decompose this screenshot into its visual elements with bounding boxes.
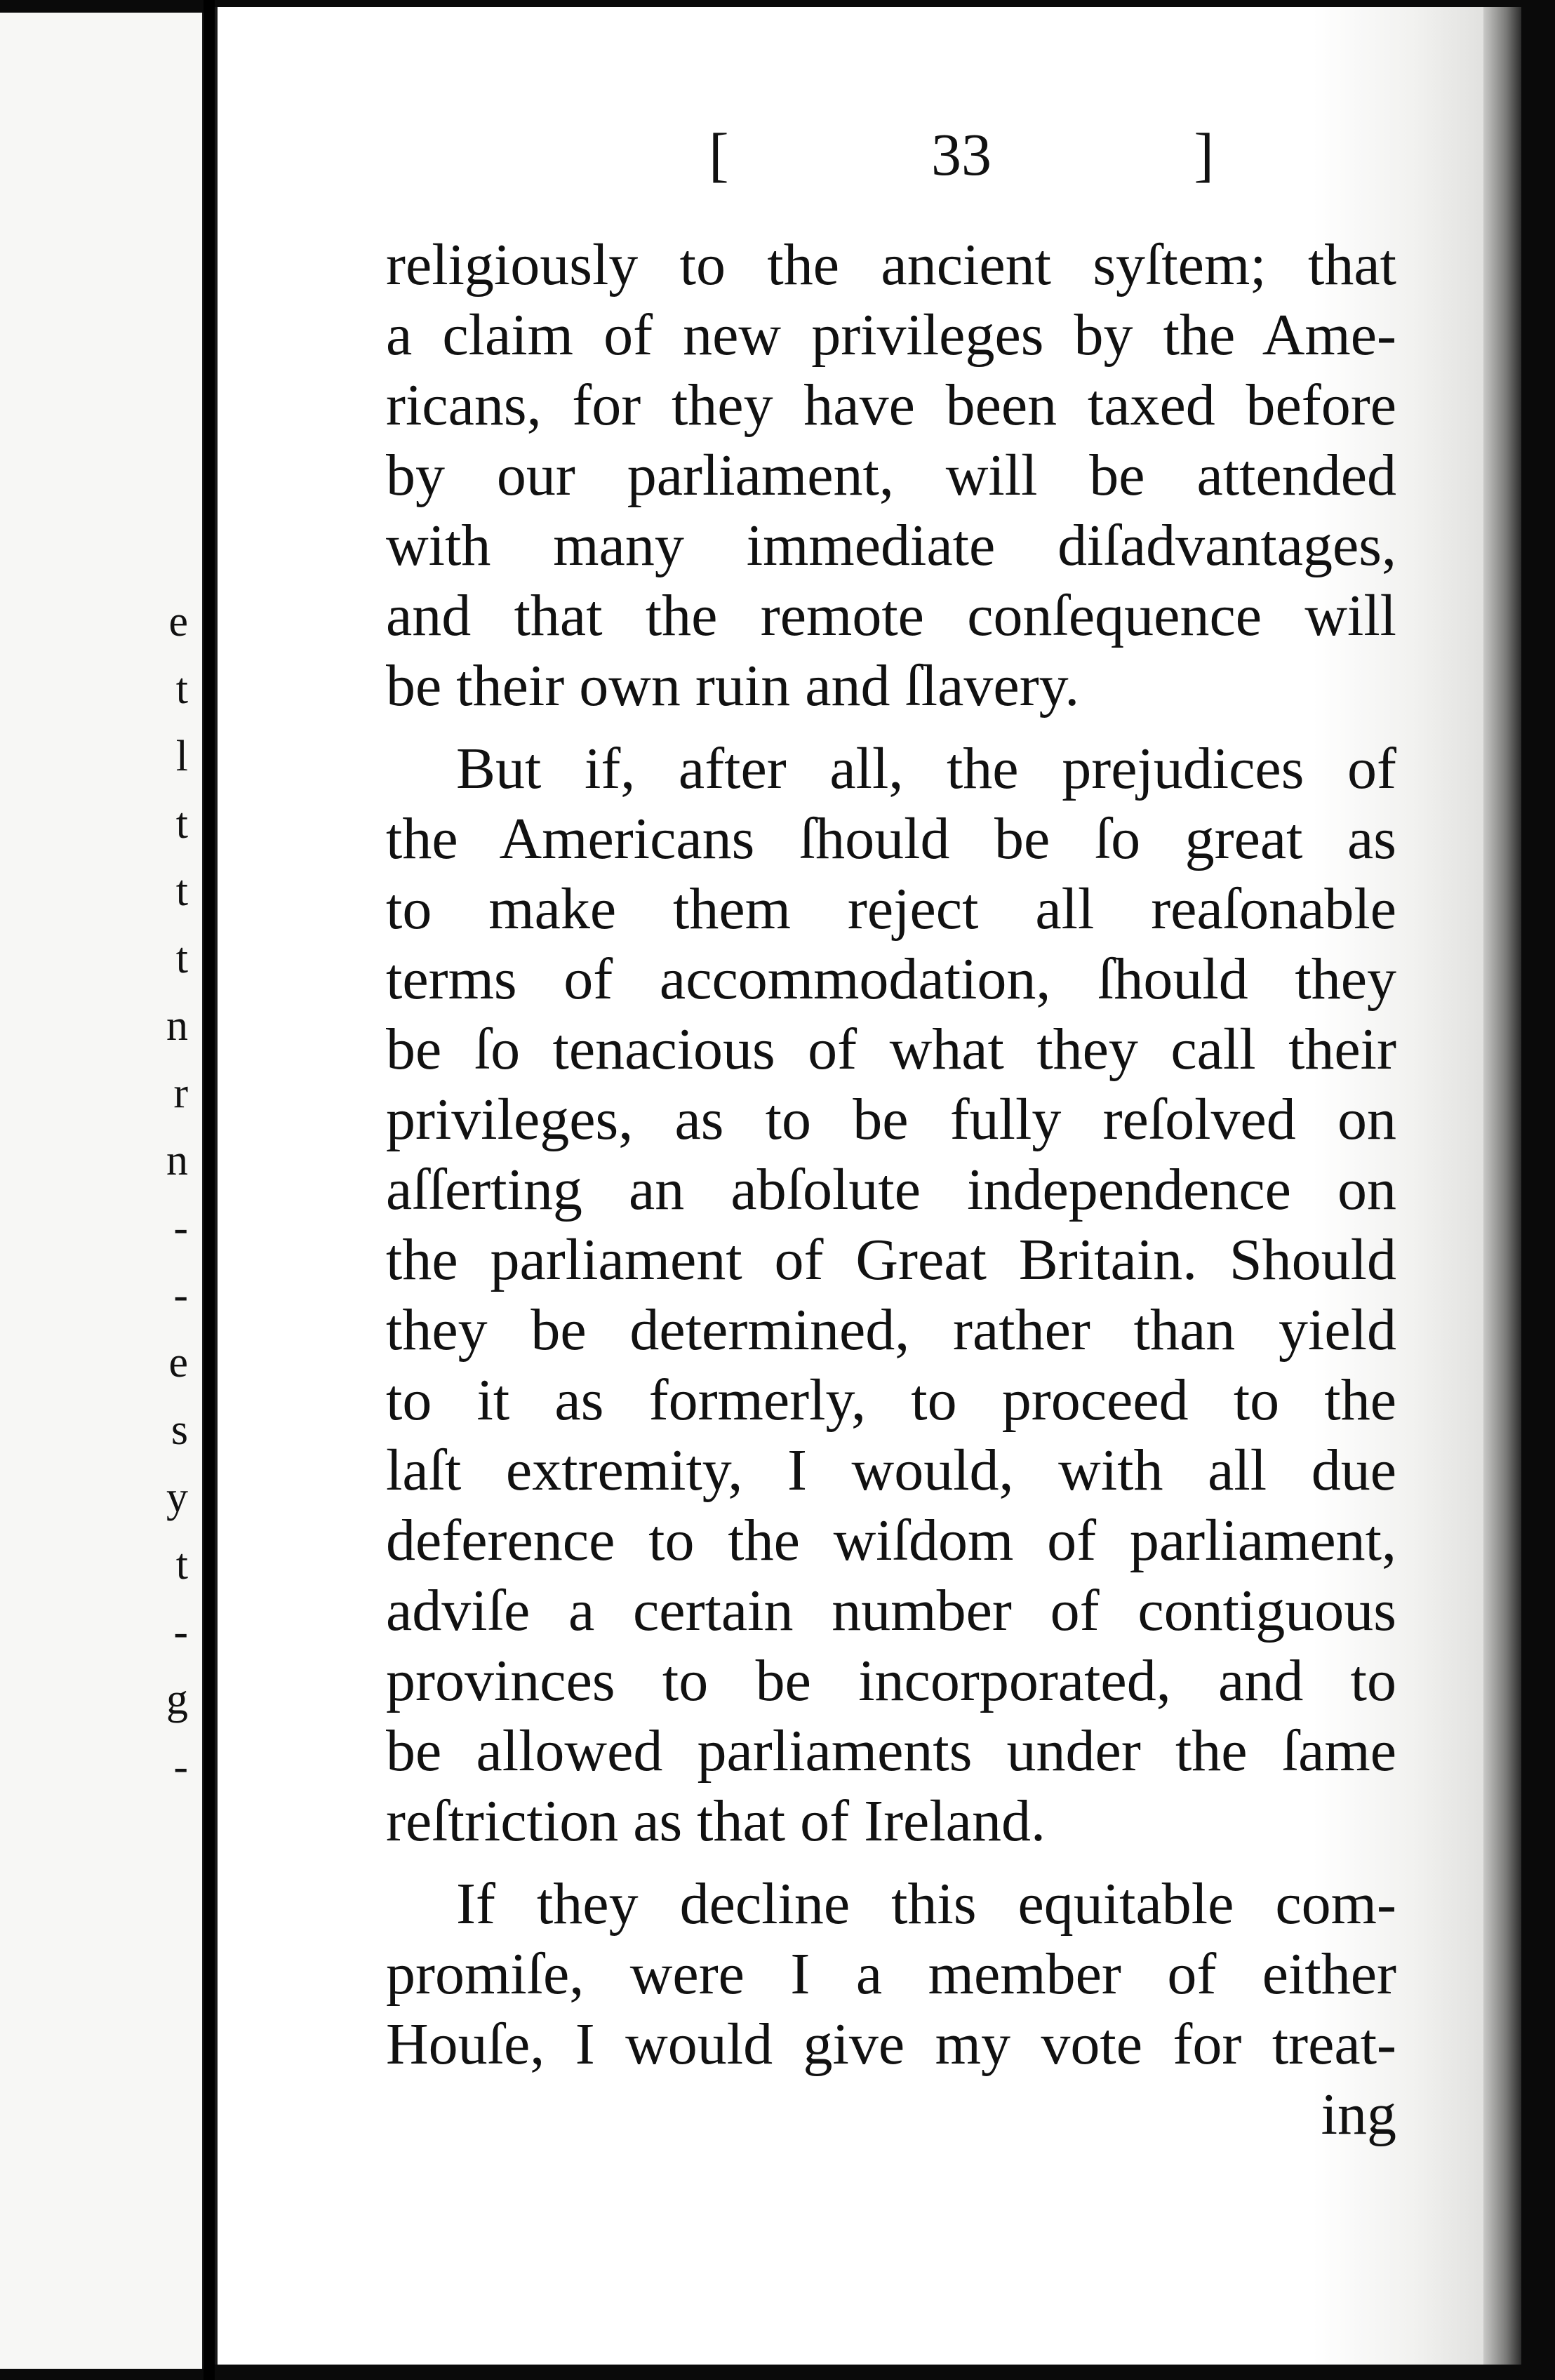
bracket-close: ] — [1194, 121, 1214, 188]
paragraph-3 — [386, 1869, 1396, 2080]
text-line: to it as formerly, to proceed to the — [386, 1368, 1396, 1433]
left-fragment: g — [166, 1676, 188, 1723]
left-fragment: t — [175, 800, 188, 848]
text-line: the parliament of Great Britain. Should — [386, 1227, 1396, 1292]
left-fragment: - — [173, 1204, 188, 1252]
text-line: and that the remote conſequence will — [386, 583, 1396, 648]
left-fragment: r — [173, 1069, 188, 1117]
left-fragment: - — [173, 1743, 188, 1791]
catchword: ing — [1321, 2082, 1396, 2147]
text-line: ricans, for they have been taxed before — [386, 373, 1396, 438]
text-line: promiſe, were I a member of either — [386, 1941, 1396, 2007]
body-text — [386, 230, 1396, 2150]
text-line: But if, after all, the prejudices of — [456, 736, 1396, 801]
paragraph-2 — [386, 734, 1396, 1857]
book-gutter — [203, 0, 215, 2380]
left-fragment: t — [175, 1541, 188, 1589]
left-fragment: e — [168, 598, 188, 646]
left-fragment: y — [166, 1473, 188, 1521]
text-line: with many immediate diſadvantages, — [386, 513, 1396, 578]
left-fragment: t — [175, 867, 188, 915]
text-line: by our parliament, will be attended — [386, 443, 1396, 508]
left-fragment: t — [175, 665, 188, 713]
text-line: be ſo tenacious of what they call their — [386, 1017, 1396, 1082]
bracket-open: [ — [709, 121, 729, 188]
text-line: aſſerting an abſolute independence on — [386, 1157, 1396, 1222]
page-number-header — [709, 119, 1214, 189]
text-line: reſtriction as that of Ireland. — [386, 1789, 1046, 1854]
text-line: Houſe, I would give my vote for treat- — [386, 2012, 1396, 2077]
text-line: deference to the wiſdom of parliament, — [386, 1508, 1396, 1573]
left-fragment: l — [175, 733, 188, 780]
left-fragment: - — [173, 1271, 188, 1319]
left-fragment: t — [175, 935, 188, 982]
text-line: a claim of new privileges by the Ame- — [386, 302, 1396, 368]
text-line: terms of accommodation, ſhould they — [386, 947, 1396, 1012]
text-line: laſt extremity, I would, with all due — [386, 1438, 1396, 1503]
left-fragment: - — [173, 1608, 188, 1656]
page-edge-shadow — [1483, 7, 1521, 2365]
left-page-margin — [0, 13, 204, 2369]
text-line: privileges, as to be fully reſolved on — [386, 1087, 1396, 1152]
left-fragment: s — [171, 1406, 188, 1454]
text-line: provinces to be incorporated, and to — [386, 1648, 1396, 1713]
paragraph-1 — [386, 230, 1396, 721]
text-line: religiously to the ancient syſtem; that — [386, 232, 1396, 298]
text-line: be their own ruin and ſlavery. — [386, 653, 1080, 718]
left-page-text-fragments — [6, 588, 188, 1800]
text-line: to make them reject all reaſonable — [386, 876, 1396, 942]
text-line: they be determined, rather than yield — [386, 1297, 1396, 1363]
page-number: 33 — [931, 121, 992, 188]
text-line: adviſe a certain number of contiguous — [386, 1578, 1396, 1643]
text-line: If they decline this equitable com- — [456, 1871, 1396, 1937]
right-page — [215, 7, 1521, 2365]
left-fragment: e — [168, 1339, 188, 1386]
text-line: be allowed parliaments under the ſame — [386, 1718, 1396, 1784]
text-line: the Americans ſhould be ſo great as — [386, 806, 1396, 871]
left-fragment: n — [166, 1137, 188, 1184]
left-fragment: n — [166, 1002, 188, 1050]
